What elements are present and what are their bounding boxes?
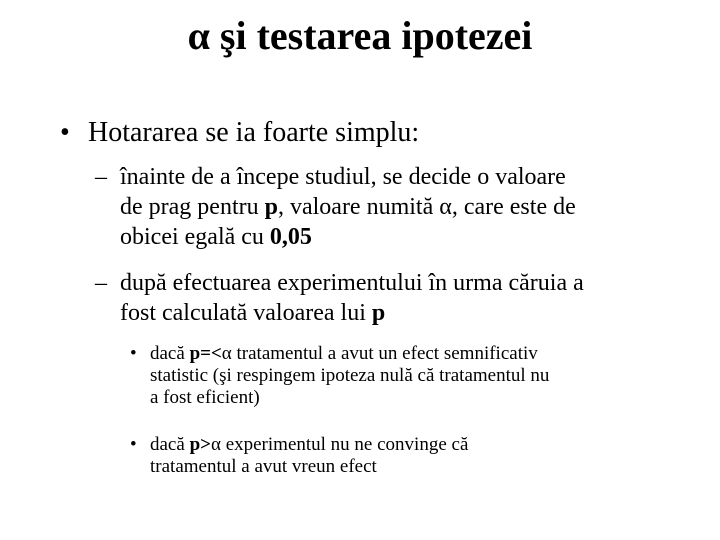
text-line: dacă p=<α tratamentul a avut un efect semnificativ	[150, 343, 538, 364]
text-line: a fost eficient)	[150, 387, 260, 408]
text-line: dacă p>α experimentul nu ne convinge că	[150, 434, 469, 455]
dash-marker: –	[95, 270, 107, 296]
text-line: după efectuarea experimentului în urma căruia a	[120, 270, 584, 296]
bold-p: p	[371, 300, 386, 326]
alpha-symbol: α	[210, 434, 221, 455]
dash-marker: –	[95, 164, 107, 190]
sub-sub-bullet-text	[150, 434, 468, 478]
bold-value: 0,05	[269, 224, 312, 250]
text-line: înainte de a începe studiul, se decide o valoare	[120, 164, 566, 190]
text-line: de prag pentru p, valoare numită α, care este de	[120, 194, 576, 220]
sub-bullet-text	[120, 162, 576, 252]
text-line: tratamentul a avut vreun efect	[150, 456, 377, 477]
bold-condition: p=<	[189, 343, 222, 364]
text-line: fost calculată valoarea lui p	[120, 300, 386, 326]
text-line: statistic (şi respingem ipoteza nulă că tratamentul nu	[150, 365, 550, 386]
text-line: obicei egală cu 0,05	[120, 224, 312, 250]
main-bullet-text: Hotararea se ia foarte simplu:	[88, 117, 420, 148]
bullet-marker: •	[130, 434, 137, 455]
bold-p: p	[264, 194, 278, 220]
sub-sub-bullet-text	[150, 343, 549, 409]
slide-title: α şi testarea ipotezei	[187, 13, 533, 58]
bullet-marker: •	[130, 343, 137, 364]
bullet-marker: •	[60, 117, 70, 148]
alpha-symbol: α	[221, 343, 232, 364]
alpha-symbol: α	[439, 194, 452, 220]
bold-condition: p>	[189, 434, 211, 455]
sub-bullet-text	[120, 268, 584, 328]
